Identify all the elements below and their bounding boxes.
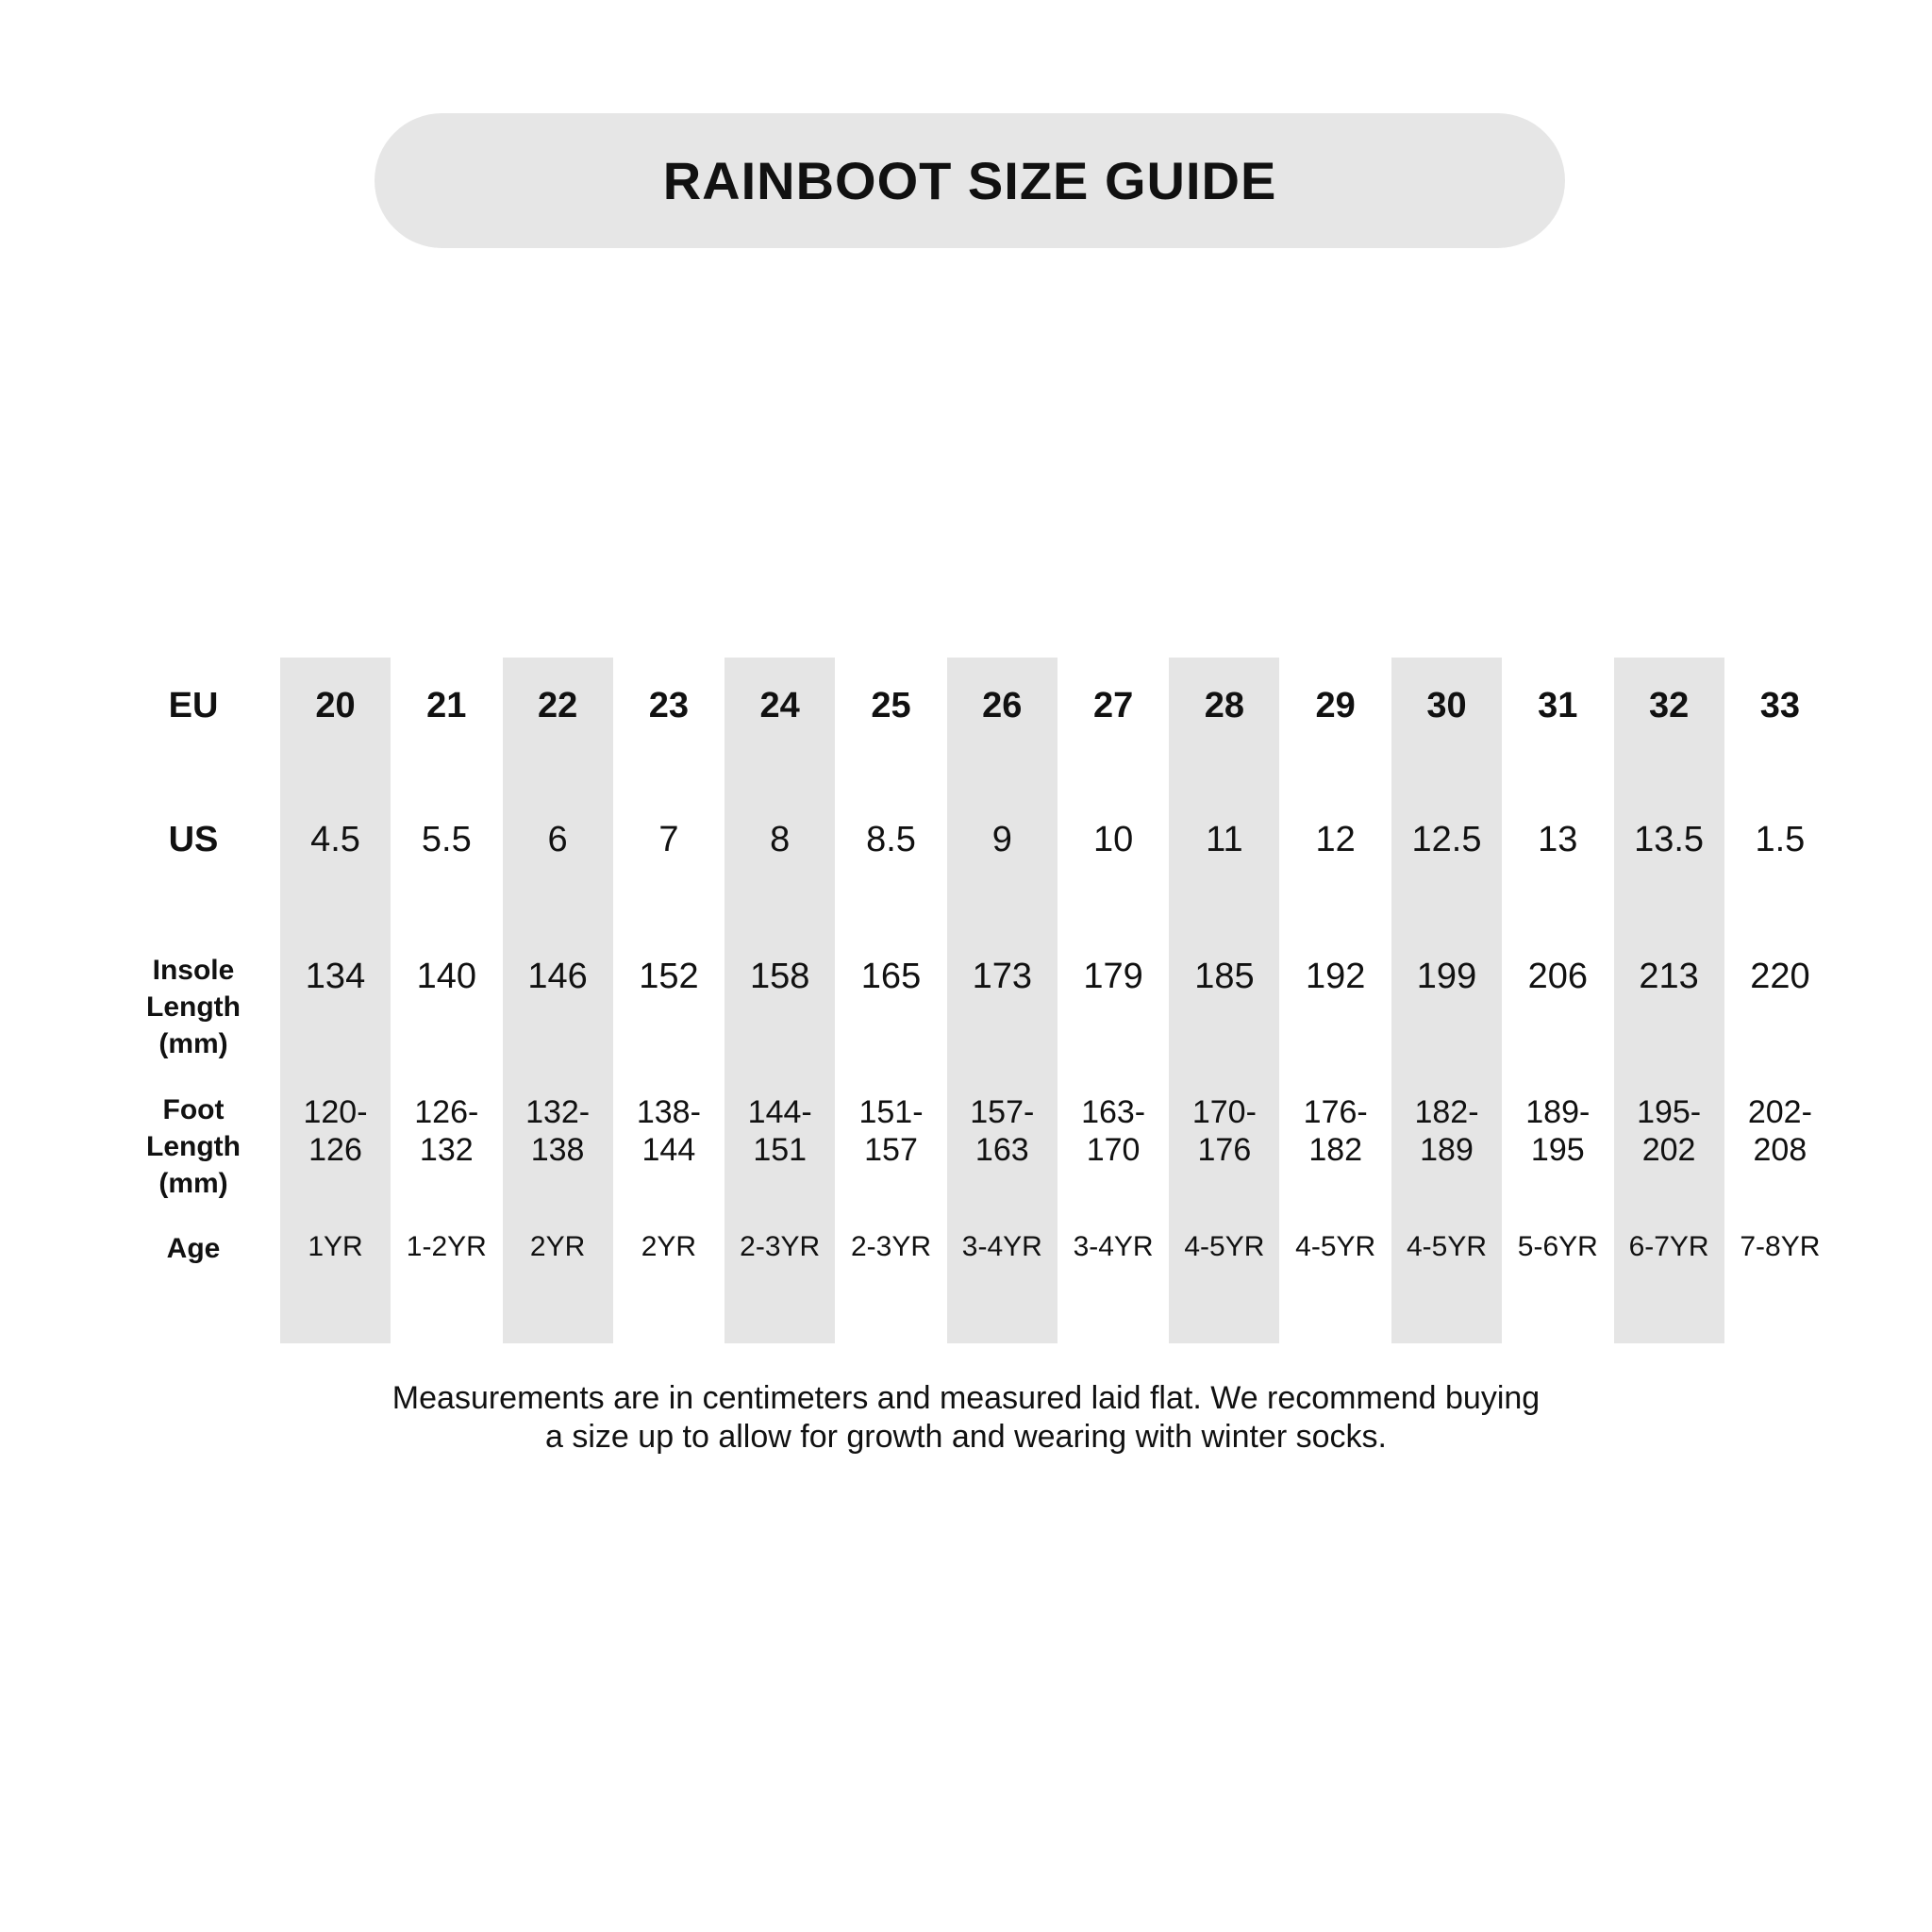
eu-size-cell: 32 [1648,686,1690,725]
foot-length-cell: 182- 189 [1414,1094,1479,1168]
us-size-cell: 10 [1092,820,1134,859]
row-label-age: Age [166,1233,221,1264]
age-cell: 7-8YR [1740,1231,1821,1262]
foot-length-cell: 151- 157 [858,1094,924,1168]
foot-length-cell: 176- 182 [1303,1094,1368,1168]
eu-size-cell: 25 [871,686,911,725]
foot-length-cell: 157- 163 [970,1094,1035,1168]
eu-size-cell: 23 [648,686,690,725]
foot-length-cell: 120- 126 [303,1094,368,1168]
eu-size-cell: 33 [1759,686,1801,725]
age-cell: 2-3YR [850,1231,932,1262]
insole-length-cell: 220 [1750,957,1810,996]
eu-size-cell: 30 [1426,686,1467,725]
age-cell: 3-4YR [961,1231,1042,1262]
insole-length-cell: 213 [1639,957,1699,996]
note-text: Measurements are in centimeters and measured laid flat. We recommend buying a size up to allow for growth and wearing with winter socks. [391,1380,1541,1455]
eu-size-cell: 24 [759,686,800,725]
row-label-insole-length: Insole Length (mm) [146,955,241,1059]
us-size-cell: 7 [658,820,679,859]
age-cell: 2YR [529,1231,586,1262]
eu-size-cell: 31 [1538,686,1578,725]
age-cell: 3-4YR [1073,1231,1154,1262]
us-size-cell: 13.5 [1634,820,1705,859]
foot-length-cell: 170- 176 [1191,1094,1257,1168]
age-cell: 2YR [641,1231,697,1262]
insole-length-cell: 140 [416,957,476,996]
us-size-cell: 11 [1206,820,1243,859]
foot-length-cell: 163- 170 [1081,1094,1146,1168]
foot-length-cell: 195- 202 [1637,1094,1702,1168]
us-size-cell: 1.5 [1755,820,1806,859]
age-cell: 4-5YR [1184,1231,1265,1262]
us-size-cell: 4.5 [310,820,360,859]
age-cell: 4-5YR [1295,1231,1376,1262]
row-label-us: US [168,820,219,859]
eu-size-cell: 21 [426,686,467,725]
insole-length-cell: 152 [639,957,699,996]
eu-size-cell: 27 [1092,686,1134,725]
insole-length-cell: 158 [749,957,810,996]
eu-size-cell: 28 [1204,686,1245,725]
age-cell: 1-2YR [406,1231,487,1262]
foot-length-cell: 202- 208 [1747,1094,1812,1168]
title-banner [375,113,1565,248]
foot-length-cell: 144- 151 [747,1094,812,1168]
us-size-cell: 9 [991,820,1012,859]
insole-length-cell: 134 [305,957,366,996]
eu-size-cell: 22 [537,686,578,725]
insole-length-cell: 206 [1527,957,1588,996]
age-cell: 4-5YR [1406,1231,1488,1262]
insole-length-cell: 192 [1305,957,1366,996]
insole-length-cell: 146 [527,957,588,996]
age-cell: 2-3YR [740,1231,821,1262]
insole-length-cell: 173 [972,957,1032,996]
insole-length-cell: 199 [1416,957,1477,996]
us-size-cell: 8 [770,820,791,859]
size-table [0,658,1932,1343]
page-title: RAINBOOT SIZE GUIDE [662,151,1277,210]
insole-length-cell: 165 [860,957,922,996]
row-label-foot-length: Foot Length (mm) [146,1094,241,1199]
foot-length-cell: 132- 138 [525,1094,591,1168]
measurement-note [0,1379,1932,1457]
age-cell: 1YR [308,1231,363,1262]
row-label-eu: EU [168,686,219,725]
eu-size-cell: 26 [982,686,1023,725]
us-size-cell: 6 [547,820,568,859]
foot-length-cell: 189- 195 [1525,1094,1591,1168]
eu-size-cell: 20 [315,686,356,725]
us-size-cell: 13 [1538,820,1578,859]
age-cell: 6-7YR [1628,1231,1709,1262]
foot-length-cell: 126- 132 [414,1094,479,1168]
us-size-cell: 12.5 [1411,820,1482,859]
foot-length-cell: 138- 144 [636,1094,701,1168]
us-size-cell: 5.5 [421,820,472,859]
us-size-cell: 12 [1315,820,1356,859]
eu-size-cell: 29 [1315,686,1356,725]
insole-length-cell: 185 [1194,957,1255,996]
insole-length-cell: 179 [1083,957,1143,996]
us-size-cell: 8.5 [866,820,916,859]
age-cell: 5-6YR [1517,1231,1598,1262]
